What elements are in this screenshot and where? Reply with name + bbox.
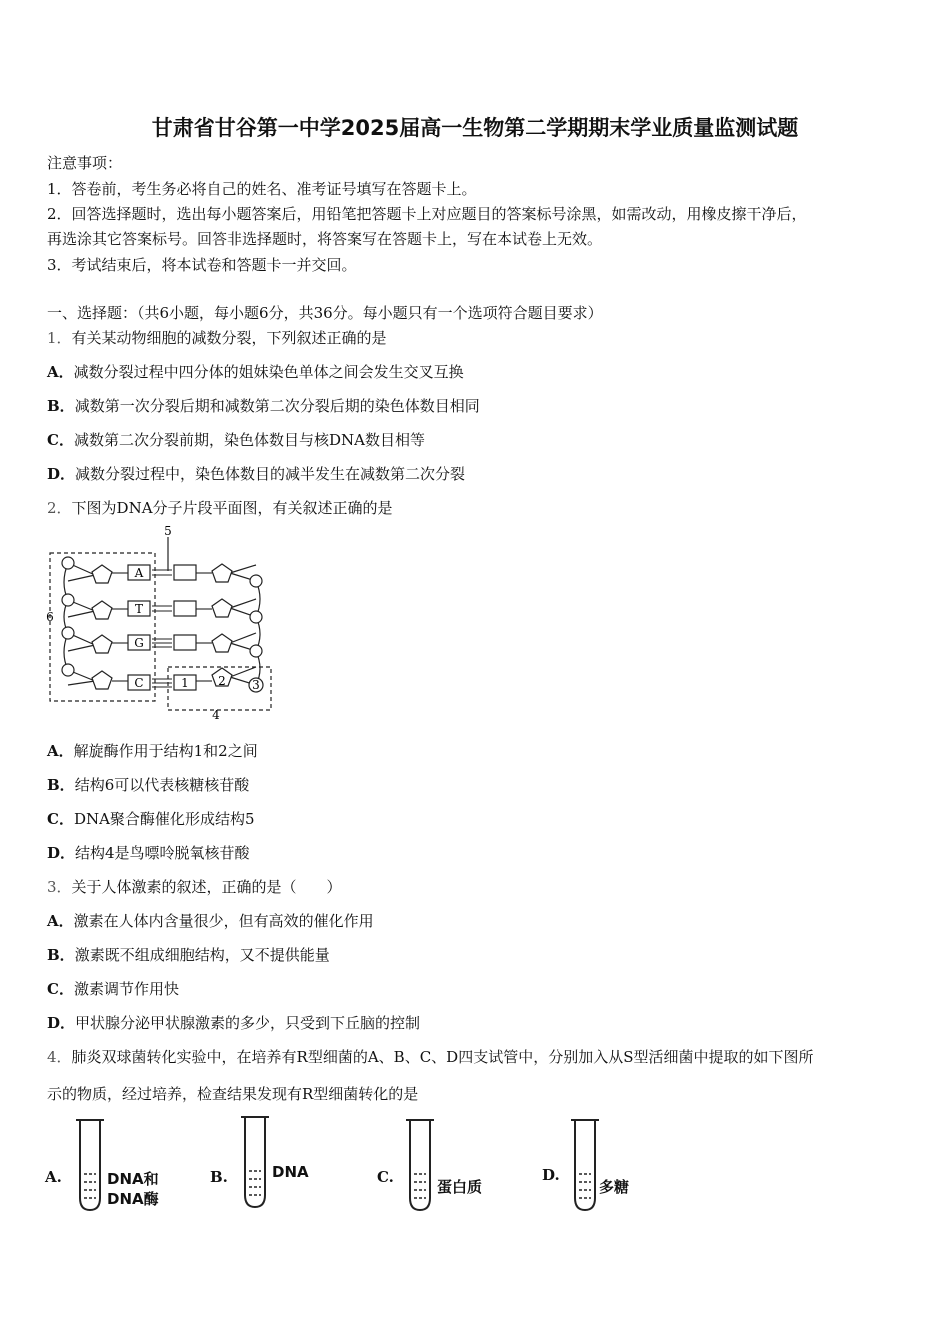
base-box xyxy=(174,601,196,616)
question-stem: 关于人体激素的叙述，正确的是（ ） xyxy=(71,878,342,896)
sugar-pentagon xyxy=(92,565,112,583)
notice-item: 1．答卷前，考生务必将自己的姓名、准考证号填写在答题卡上。 xyxy=(47,180,477,198)
phosphate-circle xyxy=(250,611,262,623)
option-a xyxy=(47,740,258,761)
option-label: D． xyxy=(47,465,76,483)
option-label: D． xyxy=(47,1014,76,1032)
option-text: 激素调节作用快 xyxy=(73,980,179,998)
option-label: A． xyxy=(47,363,74,381)
option-label: A. xyxy=(45,1168,62,1186)
tube-option-c xyxy=(377,1118,517,1218)
question-2 xyxy=(47,497,393,518)
tube-content: 多糖 xyxy=(599,1178,630,1196)
phosphate-circle xyxy=(250,645,262,657)
option-label: C. xyxy=(377,1168,394,1186)
base-box xyxy=(174,565,196,580)
option-text: 减数分裂过程中，染色体数目的减半发生在减数第二次分裂 xyxy=(75,465,466,483)
option-label: D. xyxy=(542,1166,560,1184)
option-text: 激素在人体内含量很少，但有高效的催化作用 xyxy=(73,912,374,930)
phosphate-circle xyxy=(62,664,74,676)
question-number: 1． xyxy=(47,329,72,347)
question-number: 3． xyxy=(47,878,72,896)
phosphate-circle xyxy=(250,575,262,587)
option-label: C． xyxy=(47,980,74,998)
base-label: A xyxy=(134,566,144,580)
option-text: 激素既不组成细胞结构，又不提供能量 xyxy=(74,946,330,964)
sugar-pentagon xyxy=(212,599,232,617)
structure-label-6: 6 xyxy=(46,610,54,624)
option-label: B． xyxy=(47,397,75,415)
base-box xyxy=(174,635,196,650)
tube-content: DNA xyxy=(272,1163,309,1181)
phosphate-circle xyxy=(62,594,74,606)
option-text: 减数分裂过程中四分体的姐妹染色单体之间会发生交叉互换 xyxy=(73,363,464,381)
structure-label-3: 3 xyxy=(252,678,260,692)
question-4 xyxy=(47,1046,813,1067)
option-a xyxy=(47,910,374,931)
base-label: T xyxy=(134,602,144,616)
structure-label-4: 4 xyxy=(212,708,220,720)
question-number: 4． xyxy=(47,1048,72,1066)
option-label: B． xyxy=(47,946,75,964)
option-text: 减数第一次分裂后期和减数第二次分裂后期的染色体数目相同 xyxy=(74,397,480,415)
option-b xyxy=(47,395,480,416)
option-label: D． xyxy=(47,844,76,862)
question-4-continued: 示的物质，经过培养，检查结果发现有R型细菌转化的是 xyxy=(47,1085,419,1103)
test-tube-icon xyxy=(75,1118,105,1213)
page-title: 甘肃省甘谷第一中学2025届高一生物第二学期期末学业质量监测试题 xyxy=(151,116,799,140)
option-text: 解旋酶作用于结构1和2之间 xyxy=(73,742,258,760)
notice-item: 3．考试结束后，将本试卷和答题卡一并交回。 xyxy=(47,256,357,274)
sugar-pentagon xyxy=(92,601,112,619)
sugar-pentagon xyxy=(212,634,232,652)
option-text: 减数第二次分裂前期，染色体数目与核DNA数目相等 xyxy=(73,431,425,449)
tube-content: DNA和 xyxy=(107,1170,159,1188)
sugar-pentagon xyxy=(92,635,112,653)
question-number: 2． xyxy=(47,499,72,517)
tube-option-b xyxy=(210,1115,350,1215)
option-text: 结构6可以代表核糖核苷酸 xyxy=(74,776,250,794)
phosphate-circle xyxy=(62,627,74,639)
sugar-pentagon xyxy=(92,671,112,689)
option-c xyxy=(47,978,179,999)
question-stem: 有关某动物细胞的减数分裂，下列叙述正确的是 xyxy=(71,329,387,347)
notice-item: 2．回答选择题时，选出每小题答案后，用铅笔把答题卡上对应题目的答案标号涂黑，如需改动，用橡皮擦干净后， xyxy=(47,205,807,223)
question-1 xyxy=(47,327,387,348)
test-tube-icon xyxy=(405,1118,435,1213)
phosphate-circle xyxy=(62,557,74,569)
option-d xyxy=(47,463,465,484)
notice-heading: 注意事项： xyxy=(47,154,123,172)
base-label: C xyxy=(134,676,144,690)
option-label: A． xyxy=(47,742,74,760)
tube-content: DNA酶 xyxy=(107,1190,159,1208)
option-d xyxy=(47,1012,420,1033)
option-c xyxy=(47,429,425,450)
section-heading: 一、选择题：（共6小题，每小题6分，共36分。每小题只有一个选项符合题目要求） xyxy=(47,304,603,322)
option-label: C． xyxy=(47,810,74,828)
question-3 xyxy=(47,876,342,897)
option-text: 结构4是鸟嘌呤脱氧核苷酸 xyxy=(75,844,250,862)
tube-option-d xyxy=(542,1118,682,1218)
option-label: B． xyxy=(47,776,75,794)
tube-option-a xyxy=(45,1118,185,1218)
structure-label-1: 1 xyxy=(181,676,189,690)
option-b xyxy=(47,774,249,795)
test-tube-icon xyxy=(570,1118,600,1213)
option-d xyxy=(47,842,250,863)
notice-item: 再选涂其它答案标号。回答非选择题时，将答案写在答题卡上，写在本试卷上无效。 xyxy=(47,230,603,248)
sugar-pentagon xyxy=(212,564,232,582)
question-stem: 肺炎双球菌转化实验中，在培养有R型细菌的A、B、C、D四支试管中，分别加入从S型活细菌中提取的如下图所 xyxy=(71,1048,814,1066)
dna-fragment-diagram xyxy=(40,525,280,720)
option-label: C． xyxy=(47,431,74,449)
option-a xyxy=(47,361,464,382)
structure-label-5: 5 xyxy=(164,525,172,538)
structure-label-2: 2 xyxy=(218,674,226,688)
option-c xyxy=(47,808,254,829)
option-b xyxy=(47,944,330,965)
option-text: DNA聚合酶催化形成结构5 xyxy=(73,810,255,828)
test-tube-icon xyxy=(240,1115,270,1210)
option-text: 甲状腺分泌甲状腺激素的多少，只受到下丘脑的控制 xyxy=(75,1014,421,1032)
question-stem: 下图为DNA分子片段平面图，有关叙述正确的是 xyxy=(71,499,393,517)
option-label: B. xyxy=(210,1168,228,1186)
option-label: A． xyxy=(47,912,74,930)
base-label: G xyxy=(134,636,144,650)
tube-content: 蛋白质 xyxy=(437,1178,483,1196)
